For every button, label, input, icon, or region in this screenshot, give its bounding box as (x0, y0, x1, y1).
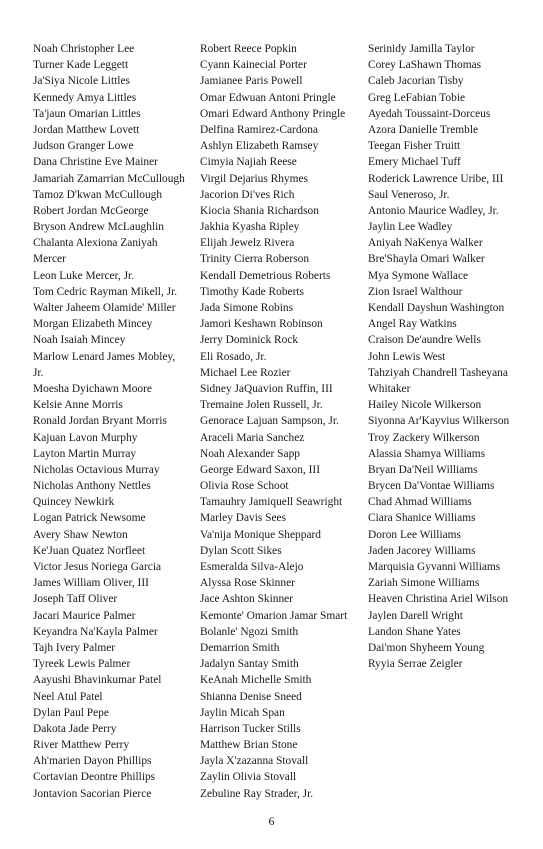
name-entry: Tamauhry Jamiquell Seawright (200, 496, 343, 509)
name-entry: Cyann Kainecial Porter (200, 59, 307, 72)
name-entry: Harrison Tucker Stills (200, 722, 301, 735)
name-entry: Serinidy Jamilla Taylor (368, 43, 475, 55)
name-entry: Avery Shaw Newton (33, 528, 128, 541)
name-entry: Genorace Lajuan Sampson, Jr. (200, 415, 339, 428)
name-entry: Neel Atul Patel (33, 690, 103, 703)
name-column-1 (33, 41, 193, 802)
name-entry: Aniyah NaKenya Walker (368, 237, 483, 250)
name-entry: Matthew Brian Stone (200, 739, 298, 752)
name-entry: Quincey Newkirk (33, 496, 115, 509)
name-entry: Hailey Nicole Wilkerson (368, 399, 482, 412)
name-entry: Dana Christine Eve Mainer (33, 156, 158, 169)
name-entry: KeAnah Michelle Smith (200, 674, 312, 687)
name-entry: Tahziyah Chandrell Tasheyana (368, 366, 508, 379)
name-entry: Kajuan Lavon Murphy (33, 431, 138, 444)
name-entry: Eli Rosado, Jr. (200, 350, 267, 363)
name-entry: Azora Danielle Tremble (368, 123, 479, 136)
name-entry: Marlow Lenard James Mobley, (33, 350, 176, 363)
name-entry: Jaylin Micah Span (200, 706, 285, 719)
name-entry: Caleb Jacorian Tisby (368, 75, 464, 88)
name-entry: Victor Jesus Noriega Garcia (33, 561, 162, 573)
name-entry: Keyandra Na'Kayla Palmer (33, 625, 158, 638)
name-entry: Emery Michael Tuff (368, 156, 461, 169)
name-entry: Zaylin Olivia Stovall (200, 771, 297, 784)
name-entry: Dylan Paul Pepe (33, 706, 109, 719)
name-entry: Saul Veneroso, Jr. (368, 188, 450, 201)
name-entry: Angel Ray Watkins (368, 318, 457, 331)
name-entry: Jamianee Paris Powell (200, 75, 303, 88)
name-entry: Chalanta Alexiona Zaniyah (33, 237, 158, 250)
name-entry: Zion Israel Walthour (368, 285, 463, 298)
name-entry: Dai'mon Shyheem Young (368, 641, 485, 654)
name-entry: Noah Christopher Lee (33, 43, 135, 55)
name-entry: Cortavian Deontre Phillips (33, 771, 156, 784)
name-entry: James William Oliver, III (33, 577, 149, 590)
name-entry: Jordan Matthew Lovett (33, 123, 140, 136)
name-entry: Ciara Shanice Williams (368, 512, 476, 525)
name-entry: Delfina Ramirez-Cardona (200, 123, 318, 136)
name-entry: Omar Edwuan Antoni Pringle (200, 91, 336, 104)
name-entry: Olivia Rose Schoot (200, 480, 289, 493)
name-entry: Kennedy Amya Littles (33, 91, 137, 104)
name-entry: Timothy Kade Roberts (200, 285, 304, 298)
name-entry: Noah Alexander Sapp (200, 447, 300, 460)
name-entry: Tajh Ivery Palmer (33, 641, 116, 654)
name-entry: Craison De'aundre Wells (368, 334, 481, 347)
name-entry: Mercer (33, 253, 66, 266)
name-entry: Chad Ahmad Williams (368, 496, 472, 509)
page-number: 6 (268, 814, 275, 828)
name-entry: Kendall Dayshun Washington (368, 302, 505, 314)
name-entry: Tyreek Lewis Palmer (33, 658, 131, 671)
name-entry: Trinity Cierra Roberson (200, 253, 310, 266)
name-entry: Mya Symone Wallace (368, 269, 469, 282)
name-entry: Moesha Dyichawn Moore (33, 382, 152, 395)
name-entry: Zebuline Ray Strader, Jr. (200, 787, 314, 800)
name-entry: Jacorion Di'ves Rich (200, 188, 295, 201)
name-entry: Sidney JaQuavion Ruffin, III (200, 382, 333, 395)
name-column-3 (368, 41, 540, 672)
name-entry: Dakota Jade Perry (33, 722, 117, 735)
name-entry: Jaden Jacorey Williams (368, 544, 476, 557)
name-entry: Tom Cedric Rayman Mikell, Jr. (33, 285, 178, 298)
name-entry: Jamariah Zamarrian McCullough (33, 172, 185, 185)
name-entry: Bryan Da'Neil Williams (368, 463, 478, 476)
name-entry: Aayushi Bhavinkumar Patel (33, 674, 162, 687)
name-entry: Jamori Keshawn Robinson (200, 318, 323, 331)
name-entry: Ja'Siya Nicole Littles (33, 75, 130, 88)
name-entry: Ayedah Toussaint-Dorceus (368, 107, 491, 120)
name-entry: Brycen Da'Vontae Williams (368, 480, 495, 493)
name-entry: Alassia Shamya Williams (368, 447, 486, 460)
name-entry: Demarrion Smith (200, 641, 280, 654)
name-entry: George Edward Saxon, III (200, 463, 320, 476)
name-entry: Ryyia Serrae Zeigler (368, 658, 463, 671)
name-entry: Alyssa Rose Skinner (200, 577, 295, 590)
name-entry: Logan Patrick Newsome (33, 512, 146, 525)
name-entry: Jadalyn Santay Smith (200, 658, 299, 671)
name-entry: Turner Kade Leggett (33, 59, 129, 72)
name-entry: Roderick Lawrence Uribe, III (368, 172, 504, 185)
name-entry: Virgil Dejarius Rhymes (200, 172, 308, 185)
name-entry: Dylan Scott Sikes (200, 544, 282, 557)
name-entry: Layton Martin Murray (33, 447, 137, 460)
name-entry: Jakhia Kyasha Ripley (200, 221, 300, 234)
name-entry: Siyonna Ar'Kayvius Wilkerson (368, 415, 510, 428)
name-entry: Cimyia Najiah Reese (200, 156, 297, 169)
name-entry: Robert Jordan McGeorge (33, 204, 149, 217)
name-entry: Corey LaShawn Thomas (368, 59, 482, 72)
name-entry: Kelsie Anne Morris (33, 399, 123, 412)
name-entry: Troy Zackery Wilkerson (368, 431, 480, 444)
name-entry: Walter Jaheem Olamide' Miller (33, 302, 176, 314)
name-entry: Jacari Maurice Palmer (33, 609, 136, 622)
name-entry: Joseph Taff Oliver (33, 593, 118, 606)
name-entry: Whitaker (368, 382, 411, 395)
name-entry: Omari Edward Anthony Pringle (200, 107, 346, 120)
name-entry: Noah Isaiah Mincey (33, 334, 126, 347)
name-entry: Landon Shane Yates (368, 625, 461, 638)
name-entry: Zariah Simone Williams (368, 577, 480, 590)
name-entry: Nicholas Octavious Murray (33, 463, 160, 476)
name-entry: Elijah Jewelz Rivera (200, 237, 295, 250)
name-entry: Marley Davis Sees (200, 512, 287, 525)
name-entry: Araceli Maria Sanchez (200, 431, 305, 444)
name-entry: Judson Granger Lowe (33, 140, 134, 153)
name-entry: Leon Luke Mercer, Jr. (33, 269, 135, 282)
name-entry: Shianna Denise Sneed (200, 690, 302, 703)
name-entry: Michael Lee Rozier (200, 366, 291, 379)
name-entry: Bryson Andrew McLaughlin (33, 221, 164, 234)
name-entry: Antonio Maurice Wadley, Jr. (368, 204, 499, 217)
name-entry: Jaylin Lee Wadley (368, 221, 453, 234)
name-entry: Heaven Christina Ariel Wilson (368, 593, 509, 606)
name-entry: Jerry Dominick Rock (200, 334, 299, 347)
name-entry: Va'nija Monique Sheppard (200, 528, 321, 541)
name-entry: Tamoz D'kwan McCullough (33, 188, 163, 201)
name-entry: Doron Lee Williams (368, 528, 461, 541)
name-entry: Kiocia Shania Richardson (200, 204, 319, 217)
name-entry: Kendall Demetrious Roberts (200, 269, 331, 282)
name-entry: Ke'Juan Quatez Norfleet (33, 544, 146, 557)
name-entry: Esmeralda Silva-Alejo (200, 561, 304, 573)
name-entry: Greg LeFabian Tobie (368, 91, 466, 104)
name-entry: Nicholas Anthony Nettles (33, 480, 151, 493)
name-entry: Marquisia Gyvanni Williams (368, 561, 501, 573)
name-entry: Jaylen Darell Wright (368, 609, 463, 622)
name-entry: Bre'Shayla Omari Walker (368, 253, 485, 266)
name-entry: Morgan Elizabeth Mincey (33, 318, 153, 331)
name-entry: Tremaine Jolen Russell, Jr. (200, 399, 323, 412)
name-entry: Jada Simone Robins (200, 302, 294, 314)
name-entry: Robert Reece Popkin (200, 43, 297, 55)
name-entry: John Lewis West (368, 350, 446, 363)
name-column-2 (200, 41, 362, 802)
name-entry: Teegan Fisher Truitt (368, 140, 461, 153)
name-entry: Bolanle' Ngozi Smith (200, 625, 299, 638)
name-entry: River Matthew Perry (33, 739, 130, 752)
name-entry: Jontavion Sacorian Pierce (33, 787, 152, 800)
name-entry: Ah'marien Dayon Phillips (33, 755, 152, 768)
name-entry: Ashlyn Elizabeth Ramsey (200, 140, 319, 153)
name-entry: Ronald Jordan Bryant Morris (33, 415, 167, 428)
name-entry: Jayla X'zazanna Stovall (200, 755, 309, 768)
name-entry: Ta'jaun Omarian Littles (33, 107, 141, 120)
name-entry: Jr. (33, 366, 44, 379)
name-entry: Jace Ashton Skinner (200, 593, 294, 606)
name-entry: Kemonte' Omarion Jamar Smart (200, 609, 348, 622)
